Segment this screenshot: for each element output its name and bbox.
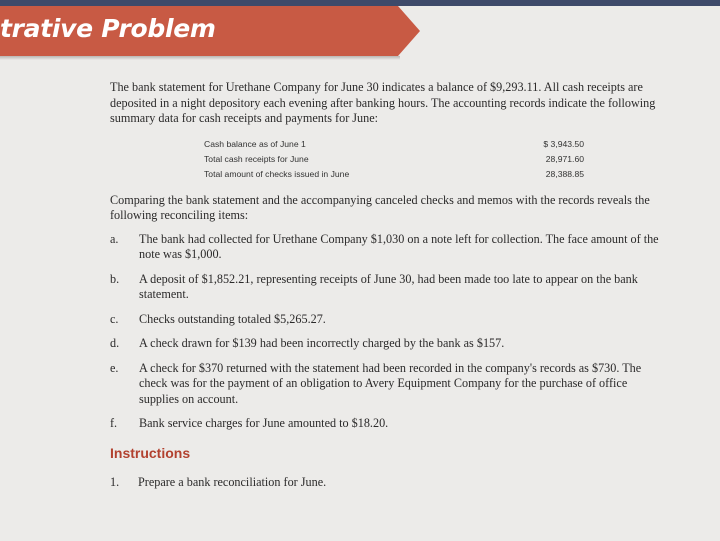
list-item: [110, 232, 670, 263]
item-text: Checks outstanding totaled $5,265.27.: [139, 311, 326, 326]
summary-row: [204, 137, 584, 152]
summary-table: [204, 137, 584, 182]
list-item: [110, 272, 670, 303]
summary-label: Total amount of checks issued in June: [204, 168, 350, 179]
summary-amount: $ 3,943.50: [543, 138, 584, 149]
instruction-item: [110, 475, 670, 491]
list-item: [110, 312, 670, 328]
item-marker: a.: [110, 231, 119, 246]
item-marker: f.: [110, 416, 118, 430]
instruction-text: Prepare a bank reconciliation for June.: [138, 475, 327, 489]
list-item: [110, 336, 670, 352]
instruction-marker: 1.: [110, 475, 120, 489]
item-text: The bank had collected for Urethane Company $1,030 on a note left for collection. The face amount of the note was $1,000.: [139, 231, 659, 261]
item-marker: c.: [110, 311, 119, 326]
summary-amount: 28,971.60: [545, 153, 584, 164]
problem-content: [110, 80, 670, 491]
item-text: Bank service charges for June amounted to $18.20.: [139, 416, 389, 430]
list-item: [110, 361, 670, 408]
summary-label: Cash balance as of June 1: [204, 138, 306, 149]
summary-row: [204, 152, 584, 167]
item-marker: b.: [110, 271, 120, 286]
item-text: A check drawn for $139 had been incorrectly charged by the bank as $157.: [139, 336, 505, 350]
page-title: trative Problem: [0, 14, 216, 43]
item-marker: e.: [110, 360, 119, 375]
summary-amount: 28,388.85: [545, 168, 584, 179]
summary-row: [204, 167, 584, 182]
banner-shadow: [0, 56, 400, 60]
item-text: A deposit of $1,852.21, representing receipts of June 30, had been made too late to appear on the bank statement.: [139, 271, 638, 301]
item-marker: d.: [110, 336, 120, 350]
summary-label: Total cash receipts for June: [204, 153, 309, 164]
intro-paragraph: The bank statement for Urethane Company for June 30 indicates a balance of $9,293.11. All cash receipts are deposited in a night depository each evening after banking hours. The accounting records indicate the following summary data for cash receipts and payments for June:: [110, 80, 656, 125]
reconciling-items-list: [110, 232, 670, 432]
comparing-paragraph: Comparing the bank statement and the accompanying canceled checks and memos with the records reveals the following reconciling items:: [110, 192, 650, 222]
item-text: A check for $370 returned with the statement had been recorded in the company's records as $730. The check was for the payment of an obligation to Avery Equipment Company for the purchase of office supplies on account.: [139, 360, 642, 406]
instructions-heading: Instructions: [110, 444, 191, 461]
list-item: [110, 416, 670, 432]
top-bar: [0, 0, 720, 6]
